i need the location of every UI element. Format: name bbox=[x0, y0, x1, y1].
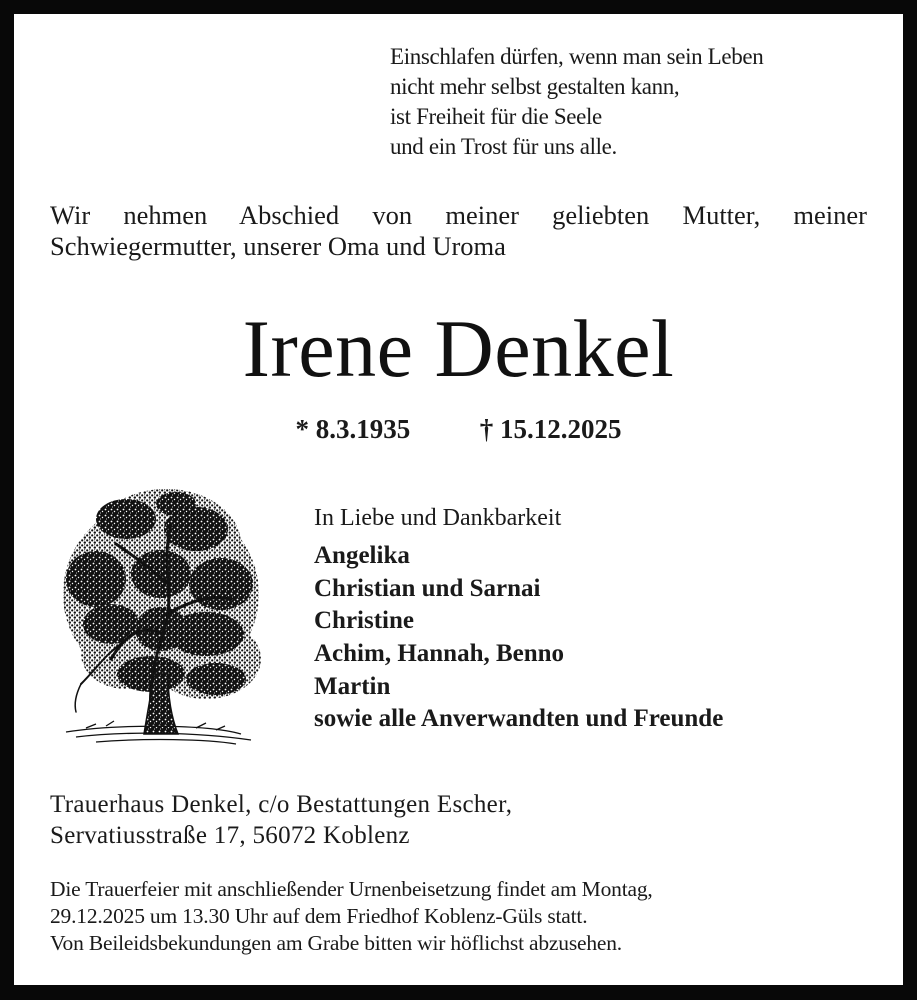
poem-line: und ein Trost für uns alle. bbox=[390, 134, 617, 159]
poem-line: ist Freiheit für die Seele bbox=[390, 104, 602, 129]
mourner-name: Martin bbox=[314, 672, 391, 700]
death-date: 15.12.2025 bbox=[500, 414, 622, 444]
deceased-name: Irene Denkel bbox=[242, 303, 675, 394]
poem-line: nicht mehr selbst gestalten kann, bbox=[390, 74, 680, 99]
mourner-name: sowie alle Anverwandten und Freunde bbox=[314, 705, 724, 733]
intro-line: Wir nehmen Abschied von meiner geliebten Mutter, meiner bbox=[50, 200, 867, 230]
death-cross-icon: † bbox=[479, 414, 494, 444]
mourning-house-address bbox=[50, 789, 512, 851]
tree-icon bbox=[56, 484, 268, 748]
birth-date: 8.3.1935 bbox=[315, 414, 411, 444]
funeral-notice bbox=[50, 876, 653, 957]
address-line: Servatiusstraße 17, 56072 Koblenz bbox=[50, 822, 410, 849]
notice-line: Von Beileidsbekundungen am Grabe bitten wir höflichst abzusehen. bbox=[50, 931, 622, 955]
mourner-name: Christine bbox=[314, 607, 414, 635]
poem-line: Einschlafen dürfen, wenn man sein Leben bbox=[390, 44, 764, 69]
notice-line: Die Trauerfeier mit anschließender Urnenbeisetzung findet am Montag, bbox=[50, 877, 653, 901]
mourner-name: Achim, Hannah, Benno bbox=[314, 640, 565, 668]
address-line: Trauerhaus Denkel, c/o Bestattungen Escher, bbox=[50, 791, 513, 818]
life-dates bbox=[0, 412, 917, 446]
notice-line: 29.12.2025 um 13.30 Uhr auf dem Friedhof Koblenz-Güls statt. bbox=[50, 904, 588, 928]
intro-line: Schwiegermutter, unserer Oma und Uroma bbox=[50, 231, 506, 261]
mourner-name: Christian und Sarnai bbox=[314, 574, 541, 602]
birth-star-icon: * bbox=[295, 414, 309, 444]
mourners-list bbox=[314, 540, 723, 736]
mourner-name: Angelika bbox=[314, 542, 410, 569]
poem bbox=[390, 42, 763, 162]
intro-text bbox=[50, 200, 867, 262]
mourners-heading: In Liebe und Dankbarkeit bbox=[314, 505, 562, 531]
